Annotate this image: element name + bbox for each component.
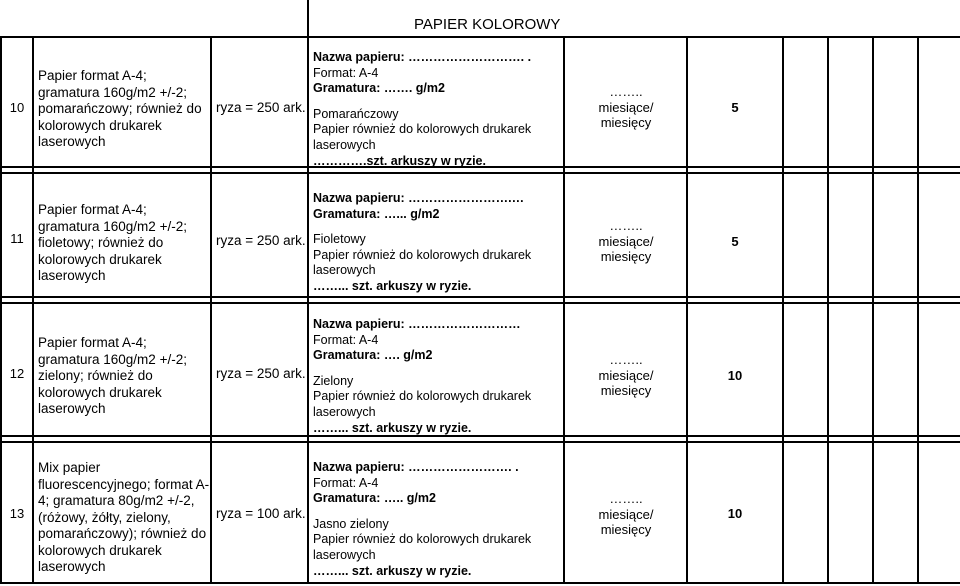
usage-line: Papier również do kolorowych drukarek laserowych	[313, 532, 532, 562]
quantity: 5	[731, 234, 739, 249]
row-number: 13	[9, 506, 25, 521]
period-label-b: miesięcy	[600, 522, 652, 538]
usage-line: Papier również do kolorowych drukarek laserowych	[313, 122, 532, 152]
period-label-b: miesięcy	[600, 115, 652, 131]
grammage-line: Gramatura: ….. g/m2	[313, 491, 436, 506]
unit-of-measure: ryza = 250 ark.	[216, 366, 306, 381]
section-title: PAPIER KOLOROWY	[414, 16, 561, 33]
color-line: Pomarańczowy	[313, 106, 399, 121]
period-cell	[565, 218, 687, 265]
format-line: Format: A-4	[313, 475, 379, 490]
item-description: Papier format A-4; gramatura 160g/m2 +/-2; pomarańczowy; również do kolorowych drukarek laserowych	[38, 68, 202, 149]
row-number: 12	[9, 366, 25, 381]
offered-product-spec	[313, 460, 563, 579]
unit-of-measure: ryza = 250 ark.	[216, 100, 306, 115]
color-line: Zielony	[313, 373, 354, 388]
paper-name-line: Nazwa papieru: …………………….…	[313, 191, 525, 205]
period-label-a: miesiące/	[598, 99, 654, 115]
row-number: 11	[10, 231, 24, 246]
format-line: Format: A-4	[313, 65, 379, 80]
item-description: Papier format A-4; gramatura 160g/m2 +/-2; zielony; również do kolorowych drukarek laserowych	[38, 335, 187, 416]
grammage-line: Gramatura: ……. g/m2	[313, 81, 445, 96]
usage-line: Papier również do kolorowych drukarek laserowych	[313, 247, 532, 278]
sheets-line: ……... szt. arkuszy w ryzie.	[313, 278, 472, 293]
period-dots: ……..	[609, 84, 643, 99]
period-dots: ……..	[609, 352, 643, 367]
quantity: 10	[727, 506, 743, 521]
usage-line: Papier również do kolorowych drukarek laserowych	[313, 389, 532, 419]
color-line: Fioletowy	[313, 232, 366, 247]
quantity: 10	[727, 368, 743, 383]
offered-product-spec	[313, 50, 563, 169]
sheets-line: ……... szt. arkuszy w ryzie.	[313, 563, 472, 578]
period-label-a: miesiące/	[598, 233, 654, 249]
grammage-line: Gramatura: …... g/m2	[313, 206, 440, 221]
period-label-a: miesiące/	[598, 506, 654, 522]
offered-product-spec	[313, 317, 563, 436]
paper-name-line: Nazwa papieru: ……………………. .	[313, 460, 519, 474]
color-line: Jasno zielony	[313, 516, 389, 531]
paper-name-line: Nazwa papieru: ………………………	[313, 317, 521, 331]
row-number: 10	[9, 100, 25, 115]
period-cell	[565, 491, 687, 538]
paper-name-line: Nazwa papieru: ………………………. .	[313, 50, 532, 64]
period-dots: ……..	[609, 491, 643, 506]
item-description: Mix papier fluorescencyjnego; format A-4; gramatura 80g/m2 +/-2, (różowy, żółty, zielony, pomarańczowy); również do kolorowych drukarek laserowych	[38, 460, 210, 574]
period-label-a: miesiące/	[598, 367, 654, 383]
period-label-b: miesięcy	[600, 249, 652, 265]
period-cell	[565, 352, 687, 399]
period-label-b: miesięcy	[600, 383, 652, 399]
period-cell	[565, 84, 687, 131]
format-line: Format: A-4	[313, 332, 379, 347]
sheets-line: ……... szt. arkuszy w ryzie.	[313, 420, 472, 435]
item-description: Papier format A-4; gramatura 160g/m2 +/-2; fioletowy; również do kolorowych drukarek laserowych	[38, 202, 187, 283]
quantity: 5	[731, 100, 739, 115]
unit-of-measure: ryza = 100 ark.	[216, 506, 306, 521]
unit-of-measure: ryza = 250 ark.	[216, 233, 306, 248]
period-dots: ……..	[609, 218, 643, 233]
sheets-line: ………….szt. arkuszy w ryzie.	[313, 153, 486, 168]
grammage-line: Gramatura: …. g/m2	[313, 348, 433, 363]
offered-product-spec	[313, 191, 563, 295]
